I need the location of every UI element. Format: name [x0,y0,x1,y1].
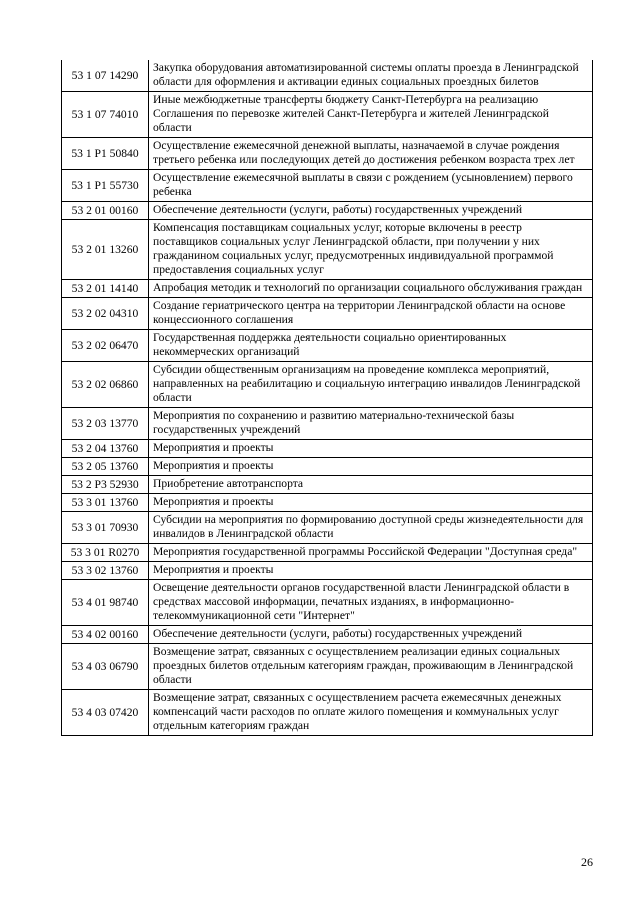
table-row [62,362,593,408]
row-code: 53 4 03 07420 [62,690,149,736]
row-description: Иные межбюджетные трансферты бюджету Санкт-Петербурга на реализацию Соглашения по перевозке жителей Санкт-Петербурга и жителей Ленинградской области [149,92,593,138]
table-row [62,92,593,138]
row-description: Возмещение затрат, связанных с осуществлением реализации единых социальных проездных билетов отдельным категориям граждан, проживающим в Ленинградской области [149,644,593,690]
table-row [62,626,593,644]
row-description: Осуществление ежемесячной денежной выплаты, назначаемой в случае рождения третьего ребенка или последующих детей до достижения ребенком возраста трех лет [149,138,593,170]
row-description: Компенсация поставщикам социальных услуг, которые включены в реестр поставщиков социальных услуг Ленинградской области, при получении у них гражданином социальных услуг, предусмотренных индивидуальной программой предоставления социальных услуг [149,220,593,280]
row-description: Мероприятия государственной программы Российской Федерации "Доступная среда" [149,544,593,562]
row-description: Мероприятия по сохранению и развитию материально-технической базы государственных учреждений [149,408,593,440]
row-code: 53 2 01 00160 [62,202,149,220]
table-row [62,544,593,562]
table-row [62,330,593,362]
table-body [62,60,593,736]
row-description: Мероприятия и проекты [149,440,593,458]
table-row [62,220,593,280]
row-code: 53 3 01 70930 [62,512,149,544]
table-row [62,644,593,690]
row-code: 53 3 01 13760 [62,494,149,512]
table-row [62,170,593,202]
page-number: 26 [581,855,593,869]
table-row [62,512,593,544]
row-code: 53 4 02 00160 [62,626,149,644]
row-description: Освещение деятельности органов государственной власти Ленинградской области в средствах массовой информации, печатных изданиях, в информационно-телекоммуникационной сети "Интернет" [149,580,593,626]
row-code: 53 2 01 13260 [62,220,149,280]
row-code: 53 4 03 06790 [62,644,149,690]
row-code: 53 2 02 06470 [62,330,149,362]
row-code: 53 1 P1 55730 [62,170,149,202]
row-code: 53 2 01 14140 [62,280,149,298]
table-row [62,138,593,170]
row-description: Обеспечение деятельности (услуги, работы) государственных учреждений [149,202,593,220]
row-description: Субсидии на мероприятия по формированию доступной среды жизнедеятельности для инвалидов в Ленинградской области [149,512,593,544]
row-description: Обеспечение деятельности (услуги, работы) государственных учреждений [149,626,593,644]
table-row [62,476,593,494]
row-description: Государственная поддержка деятельности социально ориентированных некоммерческих организаций [149,330,593,362]
row-code: 53 1 07 14290 [62,60,149,92]
row-description: Мероприятия и проекты [149,458,593,476]
row-code: 53 2 02 06860 [62,362,149,408]
row-description: Мероприятия и проекты [149,562,593,580]
table-row [62,562,593,580]
row-code: 53 1 07 74010 [62,92,149,138]
table-row [62,458,593,476]
table-row [62,408,593,440]
row-code: 53 2 P3 52930 [62,476,149,494]
row-code: 53 2 02 04310 [62,298,149,330]
table-row [62,494,593,512]
row-description: Создание гериатрического центра на территории Ленинградской области на основе концессионного соглашения [149,298,593,330]
row-code: 53 4 01 98740 [62,580,149,626]
row-code: 53 3 01 R0270 [62,544,149,562]
table-row [62,690,593,736]
table-row [62,280,593,298]
table-row [62,202,593,220]
table-row [62,60,593,92]
table-row [62,298,593,330]
row-code: 53 1 P1 50840 [62,138,149,170]
row-description: Мероприятия и проекты [149,494,593,512]
row-description: Закупка оборудования автоматизированной системы оплаты проезда в Ленинградской области для оформления и активации единых социальных проездных билетов [149,60,593,92]
row-description: Апробация методик и технологий по организации социального обслуживания граждан [149,280,593,298]
table-row [62,440,593,458]
row-code: 53 2 05 13760 [62,458,149,476]
row-description: Субсидии общественным организациям на проведение комплекса мероприятий, направленных на реабилитацию и социальную интеграцию инвалидов Ленинградской области [149,362,593,408]
row-description: Возмещение затрат, связанных с осуществлением расчета ежемесячных денежных компенсаций части расходов по оплате жилого помещения и коммунальных услуг отдельным категориям граждан [149,690,593,736]
row-description: Осуществление ежемесячной выплаты в связи с рождением (усыновлением) первого ребенка [149,170,593,202]
table-row [62,580,593,626]
row-code: 53 3 02 13760 [62,562,149,580]
row-code: 53 2 03 13770 [62,408,149,440]
row-code: 53 2 04 13760 [62,440,149,458]
row-description: Приобретение автотранспорта [149,476,593,494]
budget-classification-table [61,60,593,736]
